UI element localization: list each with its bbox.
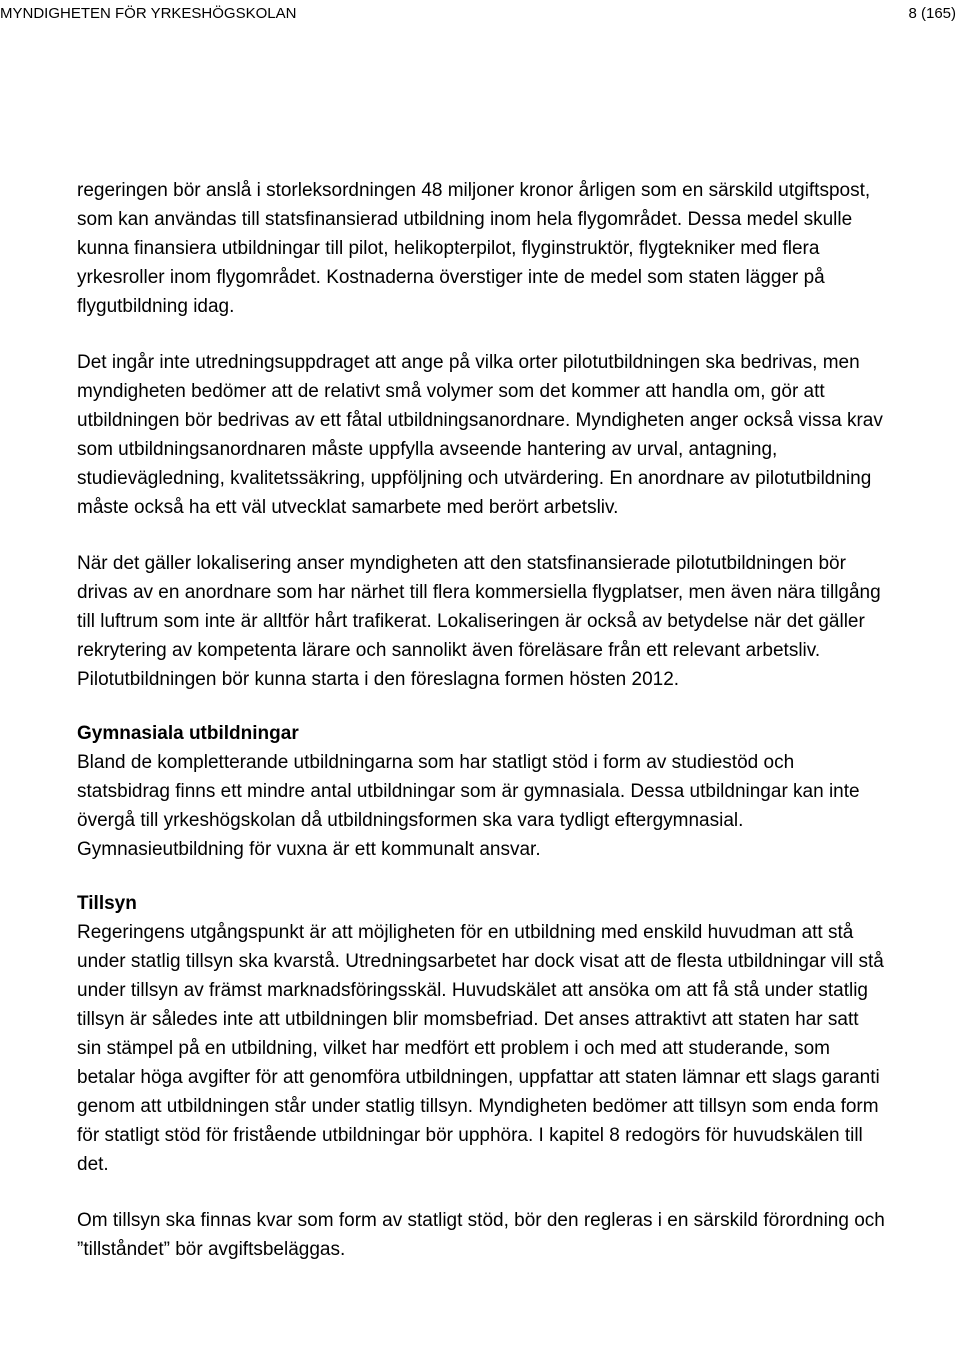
heading-tillsyn: Tillsyn (77, 893, 137, 914)
document-body (77, 176, 887, 1264)
paragraph-tillsyn: Regeringens utgångspunkt är att möjligheten för en utbildning med enskild huvudman att stå under statlig tillsyn ska kvarstå. Utredningsarbetet har dock visat att de flesta utbildningar vill stå under tillsyn av främst marknadsföringsskäl. Huvudskälet att ansöka om att få stå under statlig tillsyn är således inte att utbildningen blir momsbefriad. Det anses attraktivt att staten har satt sin stämpel på en utbildning, vilket har medfört ett problem i och med att studerande, som betalar höga avgifter för att genomföra utbildningen, uppfattar att staten lämnar ett slags garanti genom att utbildningen står under statlig tillsyn. Myndigheten bedömer att tillsyn som enda form för statligt stöd för fristående utbildningar bör upphöra. I kapitel 8 redogörs för huvudskälen till det. (77, 922, 884, 1175)
page-header (0, 4, 960, 24)
paragraph-regulation: Om tillsyn ska finnas kvar som form av statligt stöd, bör den regleras i en särskild förordning och ”tillståndet” bör avgiftsbeläggas. (77, 1210, 885, 1260)
paragraph-gymnasiala: Bland de kompletterande utbildningarna som har statligt stöd i form av studiestöd och statsbidrag finns ett mindre antal utbildningar som är gymnasiala. Dessa utbildningar kan inte övergå till yrkeshögskolan då utbildningsformen ska vara tydligt eftergymnasial. Gymnasieutbildning för vuxna är ett kommunalt ansvar. (77, 752, 860, 860)
page-number: 8 (165) (908, 5, 956, 22)
paragraph-localization: När det gäller lokalisering anser myndigheten att den statsfinansierade pilotutbildningen bör drivas av en anordnare som har närhet till flera kommersiella flygplatser, men även nära tillgång till luftrum som inte är alltför hårt trafikerat. Lokaliseringen är också av betydelse när det gäller rekrytering av kompetenta lärare och sannolikt även föreläsare från ett relevant arbetsliv. Pilotutbildningen bör kunna starta i den föreslagna formen hösten 2012. (77, 553, 881, 690)
paragraph-funding: regeringen bör anslå i storleksordningen 48 miljoner kronor årligen som en särskild utgiftspost, som kan användas till statsfinansierad utbildning inom hela flygområdet. Dessa medel skulle kunna finansiera utbildningar till pilot, helikopterpilot, flyginstruktör, flygtekniker med flera yrkesroller inom flygområdet. Kostnaderna överstiger inte de medel som staten lägger på flygutbildning idag. (77, 180, 871, 317)
heading-gymnasiala: Gymnasiala utbildningar (77, 723, 299, 744)
paragraph-organizers: Det ingår inte utredningsuppdraget att ange på vilka orter pilotutbildningen ska bedrivas, men myndigheten bedömer att de relativt små volymer som det kommer att handla om, gör att utbildningen bör bedrivas av ett fåtal utbildningsanordnare. Myndigheten anger också vissa krav som utbildningsanordnaren måste uppfylla avseende hantering av urval, antagning, studievägledning, kvalitetssäkring, uppföljning och utvärdering. En anordnare av pilotutbildning måste också ha ett väl utvecklat samarbete med berört arbetsliv. (77, 352, 883, 518)
document-title: MYNDIGHETEN FÖR YRKESHÖGSKOLAN (0, 5, 297, 22)
